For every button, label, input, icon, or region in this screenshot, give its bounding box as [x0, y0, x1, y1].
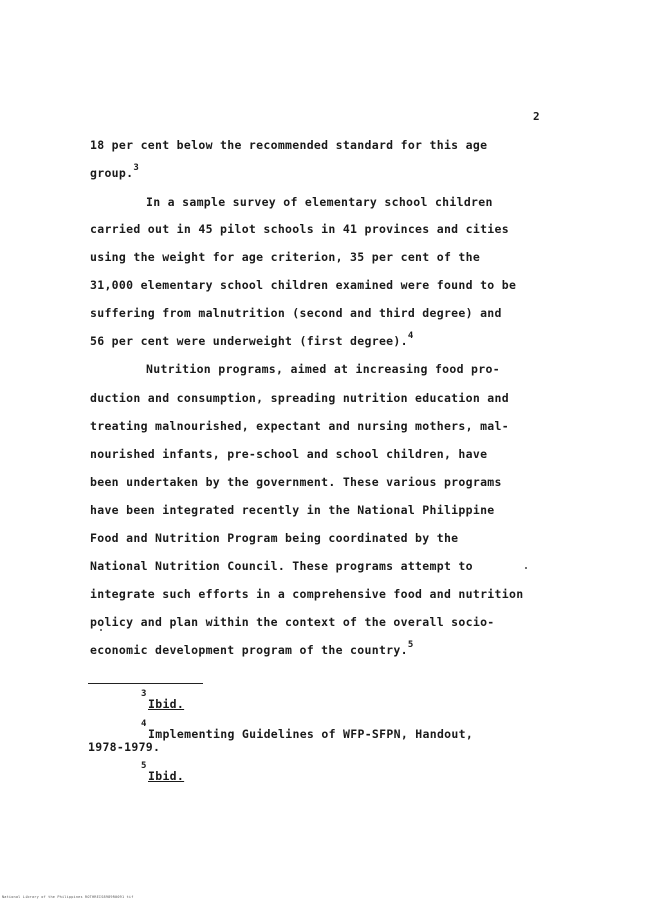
text-line	[90, 163, 140, 180]
text-line: Nutrition programs, aimed at increasing food pro-	[146, 362, 500, 376]
footnote-divider	[88, 683, 203, 685]
text-line: 31,000 elementary school children examined were found to be	[90, 278, 517, 292]
text-line: carried out in 45 pilot schools in 41 provinces and cities	[90, 222, 509, 236]
text-line-content: economic development program of the country.	[90, 643, 408, 657]
footnote-text: Ibid.	[148, 769, 185, 783]
text-line-content: group.	[90, 166, 134, 180]
footnote-text: Ibid.	[148, 697, 185, 711]
text-line: integrate such efforts in a comprehensive food and nutrition	[90, 587, 524, 601]
text-line: duction and consumption, spreading nutrition education and	[90, 391, 509, 405]
text-line: have been integrated recently in the National Philippine	[90, 503, 495, 517]
footnote-ref-5: 5	[407, 640, 414, 650]
text-line	[90, 331, 414, 348]
text-line: In a sample survey of elementary school children	[146, 195, 493, 209]
footnote-ref-4: 4	[407, 331, 414, 341]
footnote-marker: 4	[141, 719, 147, 729]
text-line: suffering from malnutrition (second and third degree) and	[90, 306, 502, 320]
text-line: been undertaken by the government. These various programs	[90, 475, 502, 489]
text-line: Food and Nutrition Program being coordinated by the	[90, 531, 459, 545]
text-line: 18 per cent below the recommended standard for this age	[90, 138, 488, 152]
text-line	[90, 640, 414, 657]
footnote-text-continuation: 1978-1979.	[88, 740, 161, 754]
text-line: policy and plan within the context of the overall socio-	[90, 615, 495, 629]
text-line: nourished infants, pre-school and school children, have	[90, 447, 488, 461]
footnote-ref-3: 3	[133, 163, 140, 173]
footnote-text: Implementing Guidelines of WFP-SFPN, Handout,	[148, 727, 474, 741]
footnote-marker: 5	[141, 761, 147, 771]
archive-footer: National Library of the Philippines ROTHREIS8989R0091 tif	[2, 895, 134, 899]
text-line: treating malnourished, expectant and nursing mothers, mal-	[90, 419, 509, 433]
text-line: National Nutrition Council. These programs attempt to	[90, 559, 473, 573]
text-line-content: 56 per cent were underweight (first degree).	[90, 334, 408, 348]
footnote-marker: 3	[141, 689, 147, 699]
text-line: using the weight for age criterion, 35 per cent of the	[90, 250, 481, 264]
scan-speck	[100, 629, 102, 631]
scan-speck	[525, 567, 527, 569]
page-number: 2	[533, 110, 540, 123]
